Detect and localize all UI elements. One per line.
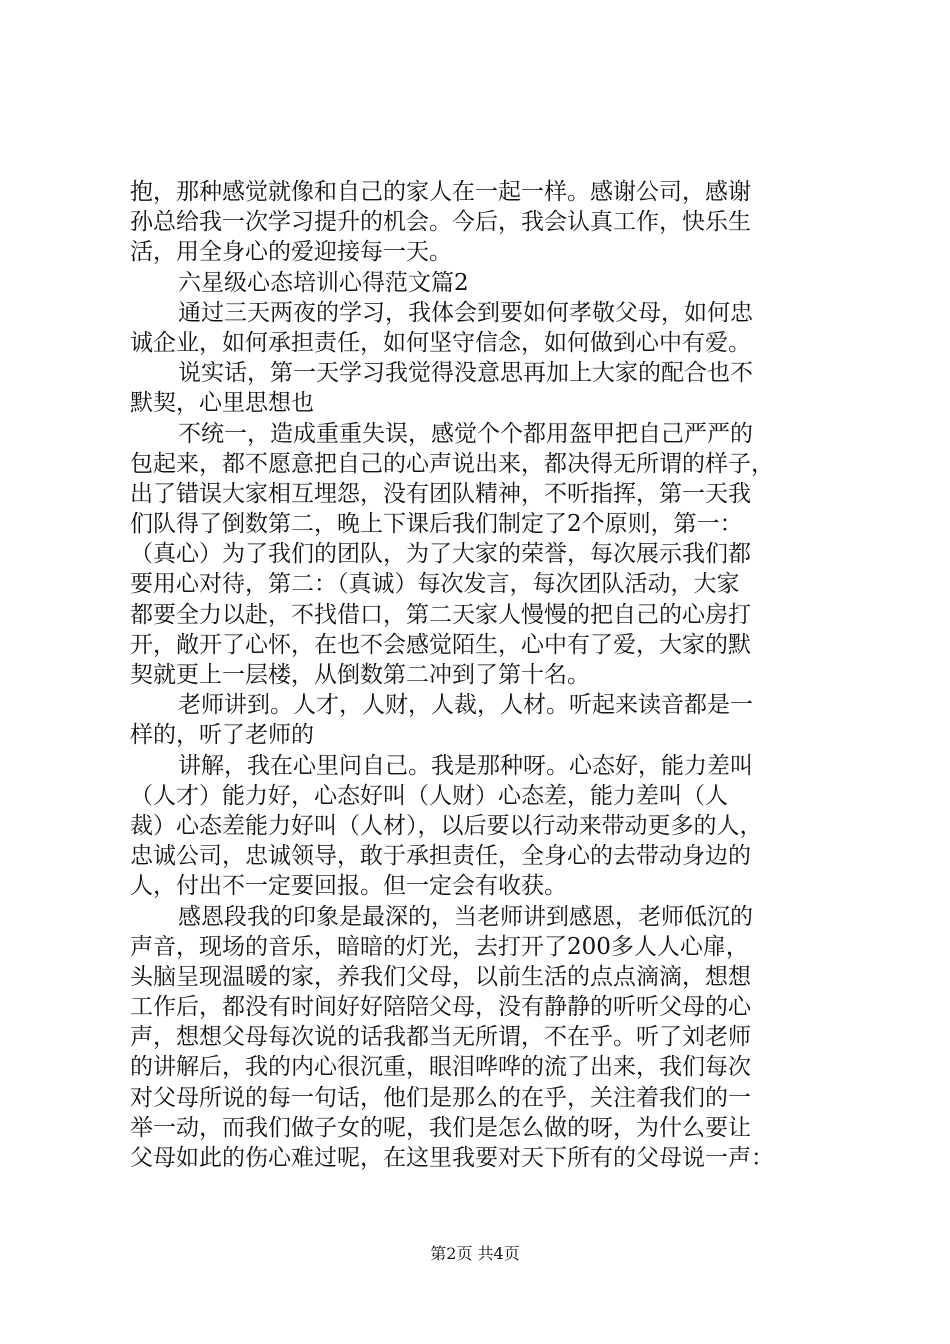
text-line: 举一动，而我们做子女的呢，我们是怎么做的呀，为什么要让 — [130, 1114, 751, 1141]
text-line: 老师讲到。人才，人财，人裁，人材。听起来读音都是一 — [178, 692, 753, 719]
text-line: 包起来，都不愿意把自己的心声说出来，都决得无所谓的样子， — [130, 450, 774, 477]
text-line: 声音，现场的音乐，暗暗的灯光，去打开了200多人人心扉， — [130, 933, 749, 960]
text-line: 抱，那种感觉就像和自己的家人在一起一样。感谢公司，感谢 — [130, 179, 751, 205]
text-line: 默契，心里思想也 — [130, 390, 314, 417]
text-line: 工作后，都没有时间好好陪陪父母，没有静静的听听父母的心 — [130, 994, 751, 1021]
text-line: 不统一，造成重重失误，感觉个个都用盔甲把自己严严的 — [178, 420, 753, 447]
text-line: 孙总给我一次学习提升的机会。今后，我会认真工作，快乐生 — [130, 209, 751, 236]
text-line: 父母如此的伤心难过呢，在这里我要对天下所有的父母说一声： — [130, 1145, 774, 1171]
text-line: （真心）为了我们的团队，为了大家的荣誉，每次展示我们都 — [130, 541, 751, 568]
text-line: 诚企业，如何承担责任，如何坚守信念，如何做到心中有爱。 — [130, 329, 751, 356]
text-line: 对父母所说的每一句话，他们是那么的在乎，关注着我们的一 — [130, 1084, 751, 1111]
text-line: 感恩段我的印象是最深的，当老师讲到感恩，老师低沉的 — [178, 903, 753, 930]
text-line: 活，用全身心的爱迎接每一天。 — [130, 239, 452, 266]
text-line: 样的，听了老师的 — [130, 722, 314, 749]
text-line: 们队得了倒数第二，晚上下课后我们制定了2个原则，第一： — [130, 511, 743, 538]
text-line: 通过三天两夜的学习，我体会到要如何孝敬父母，如何忠 — [178, 299, 753, 326]
page-number-footer: 第2页 共4页 — [430, 1244, 520, 1263]
text-line: 开，敞开了心怀，在也不会感觉陌生，心中有了爱，大家的默 — [130, 631, 751, 658]
text-line: 头脑呈现温暖的家，养我们父母，以前生活的点点滴滴，想想 — [130, 963, 751, 990]
text-line: 都要全力以赴，不找借口，第二天家人慢慢的把自己的心房打 — [130, 601, 751, 628]
text-line: 忠诚公司，忠诚领导，敢于承担责任，全身心的去带动身边的 — [130, 843, 751, 870]
text-line: 讲解，我在心里问自己。我是那种呀。心态好，能力差叫 — [178, 752, 753, 779]
text-line: 要用心对待，第二：（真诚）每次发言，每次团队活动，大家 — [130, 571, 740, 598]
text-line: 人，付出不一定要回报。但一定会有收获。 — [130, 873, 567, 900]
text-line: （人才）能力好，心态好叫（人财）心态差，能力差叫（人 — [130, 782, 728, 809]
text-line: 契就更上一层楼，从倒数第二冲到了第十名。 — [130, 662, 590, 688]
text-line: 声，想想父母每次说的话我都当无所谓，不在乎。听了刘老师 — [130, 1024, 751, 1051]
text-line: 的讲解后，我的内心很沉重，眼泪哗哗的流了出来，我们每次 — [130, 1054, 751, 1081]
section-heading: 六星级心态培训心得范文篇2 — [178, 269, 469, 296]
text-line: 出了错误大家相互埋怨，没有团队精神，不听指挥，第一天我 — [130, 480, 751, 507]
text-line: 说实话，第一天学习我觉得没意思再加上大家的配合也不 — [178, 360, 753, 387]
text-line: 裁）心态差能力好叫（人材），以后要以行动来带动更多的人， — [130, 812, 763, 839]
article-body — [130, 177, 835, 1173]
